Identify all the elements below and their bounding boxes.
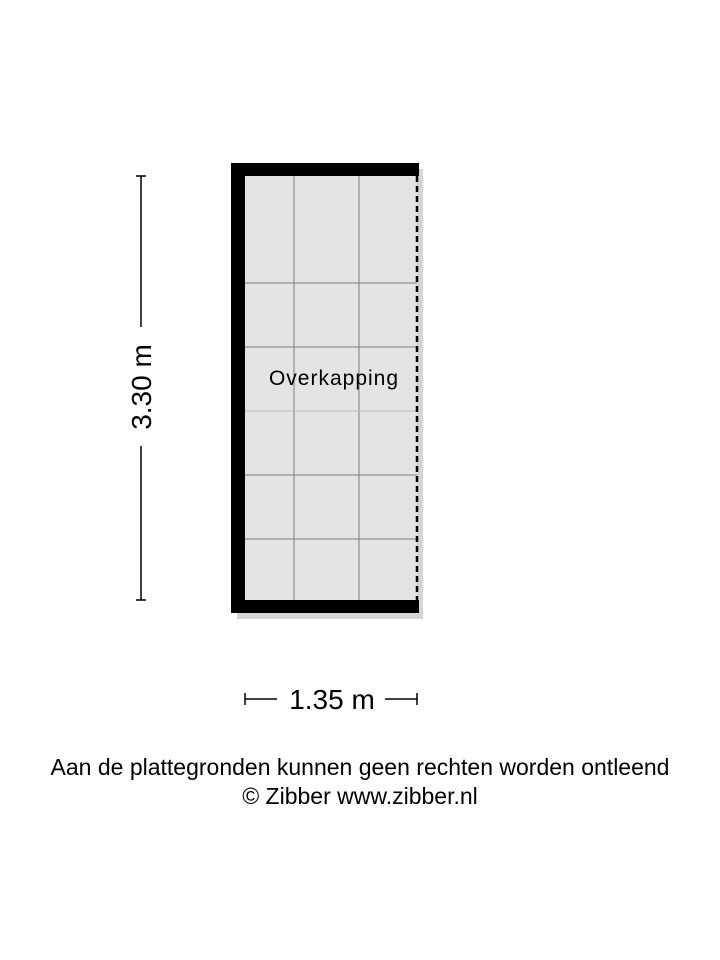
copyright-text: © Zibber www.zibber.nl xyxy=(242,783,478,809)
room-label: Overkapping xyxy=(268,367,400,390)
height-dimension-label: 3.30 m xyxy=(126,344,157,430)
wall-top xyxy=(231,163,419,176)
wall-left xyxy=(231,163,245,613)
disclaimer-text: Aan de plattegronden kunnen geen rechten worden ontleend xyxy=(50,754,670,780)
width-dimension-label: 1.35 m xyxy=(289,684,375,715)
wall-bottom xyxy=(231,600,419,613)
